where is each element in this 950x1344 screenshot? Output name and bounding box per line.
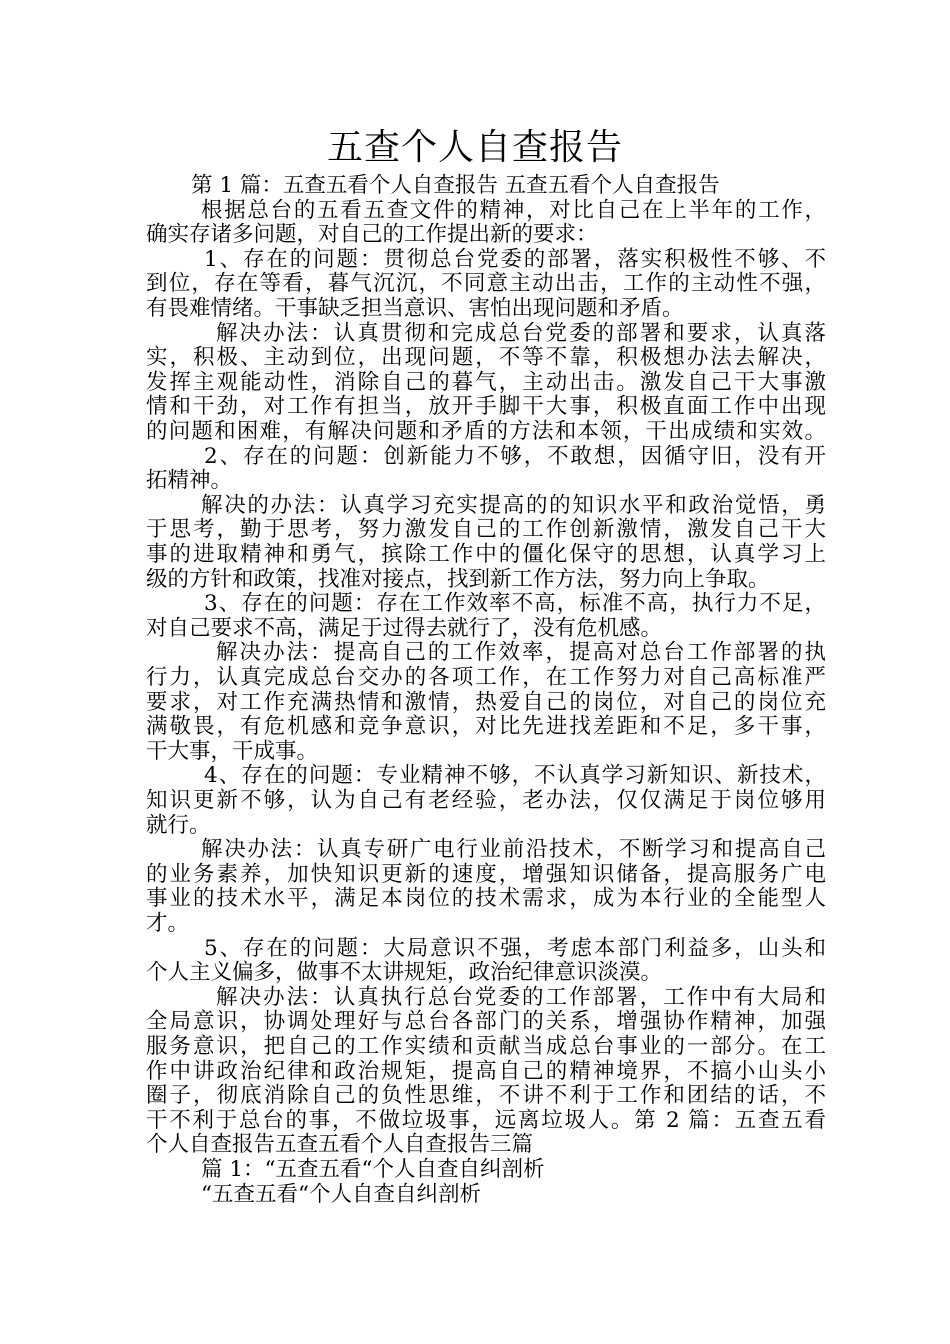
- text-line: 的问题和困难，有解决问题和矛盾的方法和本领，干出成绩和实效。: [146, 419, 826, 444]
- text-line: 解决办法：认真执行总台党委的工作部署，工作中有大局和: [216, 985, 826, 1010]
- text-line: 全局意识，协调处理好与总台各部门的关系，增强协作精神，加强: [146, 1009, 826, 1034]
- text-line: 实，积极、主动到位，出现问题，不等不靠，积极想办法去解决，: [146, 345, 826, 370]
- text-line: 个人主义偏多，做事不太讲规矩，政治纪律意识淡漠。: [146, 960, 663, 985]
- text-line: 发挥主观能动性，消除自己的暮气，主动出击。激发自己干大事激: [146, 370, 826, 395]
- text-line: 干不利于总台的事，不做垃圾事，远离垃圾人。第 2 篇：五查五看: [146, 1108, 826, 1133]
- text-line: 解决办法：认真贯彻和完成总台党委的部署和要求，认真落: [216, 321, 826, 346]
- text-line: 根据总台的五看五查文件的精神，对比自己在上半年的工作，: [201, 198, 826, 223]
- text-line: 干大事，干成事。: [146, 739, 319, 764]
- text-line: 第 1 篇：五查五看个人自查报告 五查五看个人自查报告: [191, 173, 720, 198]
- text-line: 确实存诸多问题，对自己的工作提出新的要求：: [146, 222, 598, 247]
- text-line: 于思考，勤于思考，努力激发自己的工作创新激情，激发自己干大: [146, 517, 826, 542]
- text-line: 事业的技术水平，满足本岗位的技术需求，成为本行业的全能型人: [146, 886, 826, 911]
- text-line: 知识更新不够，认为自己有老经验，老办法，仅仅满足于岗位够用: [146, 788, 826, 813]
- text-line: 作中讲政治纪律和政治规矩，提高自己的精神境界，不搞小山头小: [146, 1059, 826, 1084]
- text-line: 就行。: [146, 813, 211, 838]
- text-line: 要求，对工作充满热情和激情，热爱自己的岗位，对自己的岗位充: [146, 690, 826, 715]
- text-line: 有畏难情绪。干事缺乏担当意识、害怕出现问题和矛盾。: [146, 296, 684, 321]
- text-line: “五查五看“个人自查自纠剖析: [201, 1182, 481, 1207]
- text-line: 1、存在的问题：贯彻总台党委的部署，落实积极性不够、不: [204, 247, 826, 272]
- text-line: 3、存在的问题：存在工作效率不高，标准不高，执行力不足，: [204, 591, 826, 616]
- text-line: 圈子，彻底消除自己的负性思维，不讲不利于工作和团结的话，不: [146, 1083, 826, 1108]
- text-line: 满敬畏，有危机感和竞争意识，对比先进找差距和不足，多干事，: [146, 714, 826, 739]
- text-line: 情和干劲，对工作有担当，放开手脚干大事，积极直面工作中出现: [146, 394, 826, 419]
- text-line: 事的进取精神和勇气，摈除工作中的僵化保守的思想，认真学习上: [146, 542, 826, 567]
- text-line: 篇 1：“五查五看“个人自查自纠剖析: [201, 1157, 545, 1182]
- text-line: 服务意识，把自己的工作实绩和贡献当成总台事业的一部分。在工: [146, 1034, 826, 1059]
- text-line: 行力，认真完成总台交办的各项工作，在工作努力对自己高标准严: [146, 665, 826, 690]
- document-title: 五查个人自查报告: [326, 127, 623, 168]
- text-line: 5、存在的问题：大局意识不强，考虑本部门利益多，山头和: [204, 936, 826, 961]
- text-line: 的业务素养，加快知识更新的速度，增强知识储备，提高服务广电: [146, 862, 826, 887]
- text-line: 个人自查报告五查五看个人自查报告三篇: [146, 1132, 534, 1157]
- text-line: 解决的办法：认真学习充实提高的的知识水平和政治觉悟，勇: [201, 493, 826, 518]
- text-line: 到位，存在等看，暮气沉沉，不同意主动出击，工作的主动性不强，: [146, 271, 826, 296]
- text-line: 解决办法：提高自己的工作效率，提高对总台工作部署的执: [216, 640, 826, 665]
- text-line: 才。: [146, 911, 190, 936]
- text-line: 级的方针和政策，找准对接点，找到新工作方法，努力向上争取。: [146, 567, 770, 592]
- text-line: 2、存在的问题：创新能力不够，不敢想，因循守旧，没有开: [204, 444, 826, 469]
- text-line: 拓精神。: [146, 468, 233, 493]
- text-line: 解决办法：认真专研广电行业前沿技术，不断学习和提高自己: [201, 837, 826, 862]
- text-line: 4、存在的问题：专业精神不够，不认真学习新知识、新技术，: [204, 763, 826, 788]
- text-line: 对自己要求不高，满足于过得去就行了，没有危机感。: [146, 616, 663, 641]
